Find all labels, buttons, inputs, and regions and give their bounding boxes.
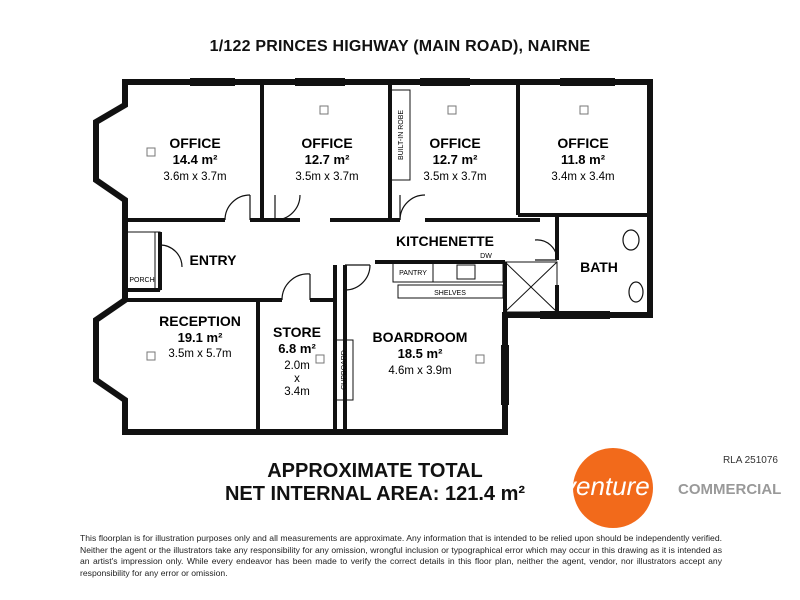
door-swings bbox=[160, 195, 557, 300]
total-area bbox=[190, 460, 560, 506]
room-3-name: OFFICE bbox=[429, 135, 481, 151]
rla-number: RLA 251076 bbox=[722, 455, 778, 466]
room-2-area: 12.7 m² bbox=[304, 152, 350, 167]
logo-brand: venture bbox=[563, 471, 650, 501]
label-bath: BATH bbox=[580, 259, 618, 275]
room-4-dims: 3.4m x 3.4m bbox=[551, 171, 615, 183]
room-3-dims: 3.5m x 3.7m bbox=[423, 171, 487, 183]
room-boardroom-dims: 4.6m x 3.9m bbox=[388, 365, 452, 377]
room-store-dim-2: x bbox=[294, 373, 300, 385]
label-cupboard: CUPBOARD bbox=[341, 350, 348, 390]
label-entry: ENTRY bbox=[189, 252, 237, 268]
label-shelves: SHELVES bbox=[434, 290, 466, 297]
room-reception-dims: 3.5m x 5.7m bbox=[168, 348, 232, 360]
label-built-in-robe: BUILT-IN ROBE bbox=[398, 109, 405, 161]
logo-suffix: COMMERCIAL bbox=[678, 481, 782, 498]
label-kitchenette: KITCHENETTE bbox=[396, 233, 494, 249]
room-3-area: 12.7 m² bbox=[432, 152, 478, 167]
room-1-area: 14.4 m² bbox=[172, 152, 218, 167]
plan-title: 1/122 PRINCES HIGHWAY (MAIN ROAD), NAIRNE bbox=[209, 38, 591, 55]
room-store-dim-1: 2.0m bbox=[284, 360, 310, 372]
label-dw: DW bbox=[480, 253, 492, 260]
room-2-name: OFFICE bbox=[301, 135, 353, 151]
total-line-1: APPROXIMATE TOTAL bbox=[267, 460, 483, 482]
room-reception-name: RECEPTION bbox=[159, 313, 241, 329]
label-porch: PORCH bbox=[129, 277, 155, 284]
room-4-area: 11.8 m² bbox=[560, 152, 606, 167]
venture-logo bbox=[558, 440, 788, 530]
room-1-name: OFFICE bbox=[169, 135, 221, 151]
room-boardroom-name: BOARDROOM bbox=[372, 329, 468, 345]
room-reception-area: 19.1 m² bbox=[177, 330, 223, 345]
room-4-name: OFFICE bbox=[557, 135, 609, 151]
shower bbox=[505, 262, 557, 312]
label-pantry: PANTRY bbox=[399, 270, 427, 277]
bath-fixtures bbox=[623, 230, 643, 302]
room-store-name: STORE bbox=[273, 324, 321, 340]
room-2-dims: 3.5m x 3.7m bbox=[295, 171, 359, 183]
room-boardroom-area: 18.5 m² bbox=[397, 346, 443, 361]
total-line-2: NET INTERNAL AREA: 121.4 m² bbox=[224, 483, 526, 505]
disclaimer-text: This floorplan is for illustration purposes only and all measurements are approximate. Any information that is intended to be relied upon should be independently verified. Neither the agent or the illustrators take any responsibility for any omission, wrongful inclusion or typographical error which may occur in this drawing as it is intended as an artist's impression only. While every endeavor has been made to verify the correct details in this floor plan, neither the agent, vendor, nor illustrators accept any responsibility for any error or omission. bbox=[80, 533, 722, 578]
room-store-dim-3: 3.4m bbox=[284, 386, 310, 398]
room-store-area: 6.8 m² bbox=[278, 341, 316, 356]
room-1-dims: 3.6m x 3.7m bbox=[163, 171, 227, 183]
